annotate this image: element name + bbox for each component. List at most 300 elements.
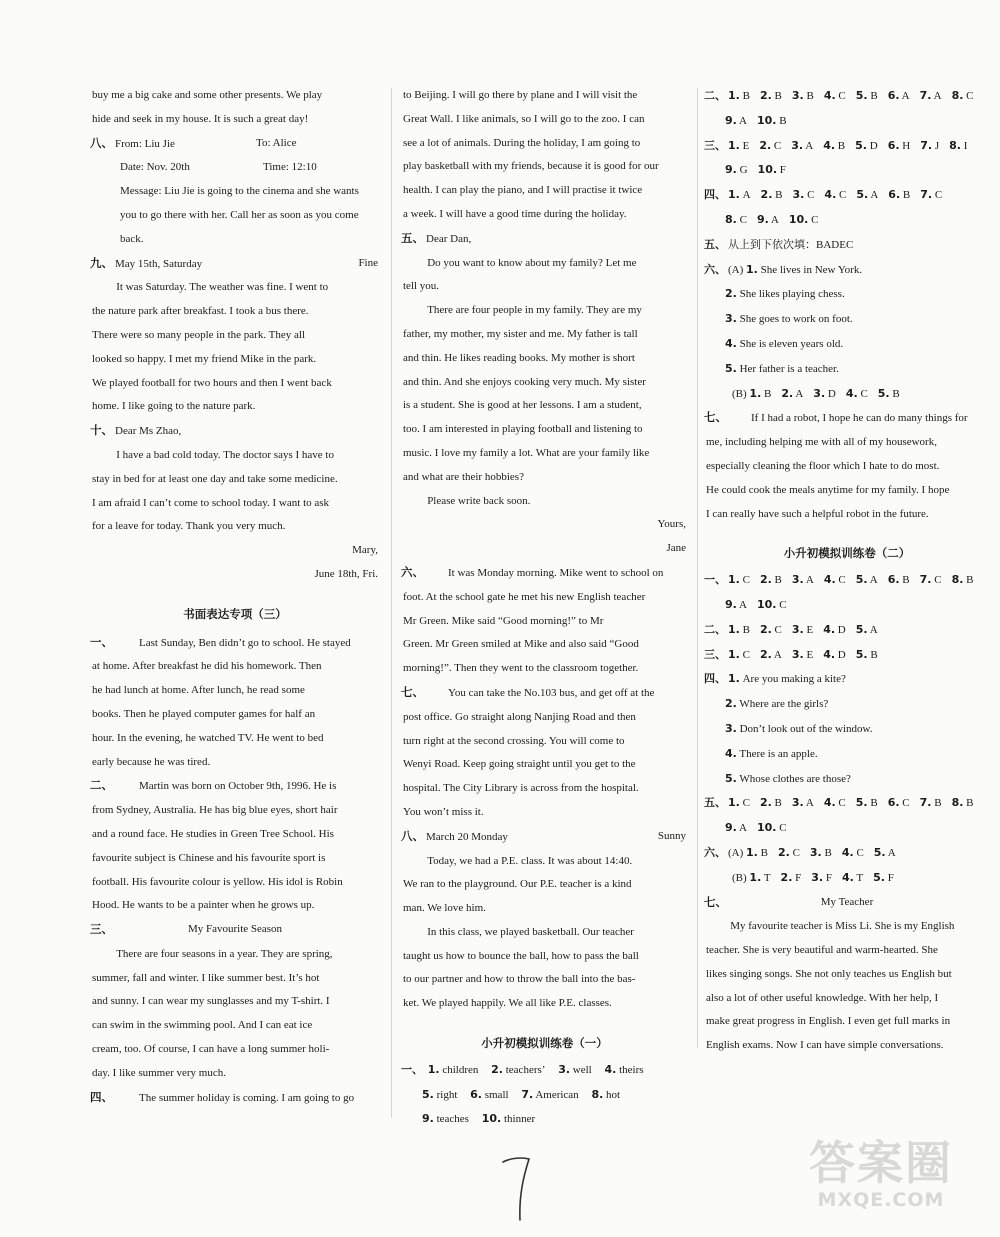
text-line: music. I love my family a lot. What are your family like [403,446,650,459]
answer-value: A [736,598,747,611]
part-label: (A) [728,846,744,859]
answer-item [855,140,878,152]
text-line: hospital. The City Library is across from the hospital. [403,782,639,795]
section-title: 小升初模拟训练卷（二） [783,546,911,561]
answer-value: F [792,871,802,884]
answer-num: 5. [725,361,737,375]
section-mark: 六、 [704,262,726,276]
answer-value: There is an apple. [739,747,818,760]
answer-item [888,574,910,586]
text-line: back. [120,232,144,245]
text-line: can swim in the swimming pool. And I can eat ice [92,1019,313,1032]
answer-num: 6. [887,89,900,102]
text-line: likes singing songs. She not only teaches us English but [706,967,952,980]
answer-row [706,233,988,258]
answer-num: 2. [759,138,772,152]
handwritten-page-number [497,1148,537,1228]
essay-title: My Teacher [820,895,874,908]
answer-row [706,208,988,233]
answer-item [749,388,771,400]
section-title: 书面表达专项（三） [183,606,287,621]
answer-row [706,357,988,382]
answer-value: hot [606,1088,621,1101]
column-divider-2 [697,88,698,1048]
diary-date: March 20 Monday [426,830,508,843]
answer-num: 2. [725,287,737,301]
text-line: Martin was born on October 9th, 1996. He is [139,780,337,793]
answer-item [760,90,782,102]
answer-value: T [853,871,864,884]
answer-value: B [761,387,772,400]
answer-row [706,791,988,816]
answer-item [823,624,846,636]
answer-item [778,847,800,859]
note-to: To: Alice [256,136,297,149]
answer-num: 7. [920,188,933,202]
answer-num: 1. [728,647,740,661]
answer-num: 9. [725,821,737,835]
answer-num: 1. [728,622,740,636]
text-line: buy me a big cake and some other presents. We play [92,89,323,101]
answer-num: 1. [749,870,762,884]
text-line: We played football for two hours and then I went back [92,376,332,389]
answer-value: A [803,797,814,810]
text-line: he had lunch at home. After lunch, he read some [92,684,305,697]
answer-num: 1. [728,796,740,810]
answer-num: 2. [780,870,793,884]
essay-title-row [92,918,378,943]
answer-item [728,624,750,636]
answer-item [757,214,779,226]
text-line: Wenyi Road. Keep going straight until you get to the [403,758,636,771]
column-3 [706,84,988,1058]
answer-value: E [803,623,814,636]
answer-item [856,574,878,586]
letter-greeting: Dear Ms Zhao, [115,425,182,438]
answer-row [706,643,988,668]
answer-value: C [808,213,819,226]
answer-value: A [768,213,779,226]
answer-num: 8. [951,573,964,587]
answer-num: 1. [427,1062,440,1076]
answer-num: 5. [856,188,869,202]
answer-value: teachers’ [505,1063,546,1076]
answer-value: B [867,90,878,102]
letter-signature: Jane [666,542,686,555]
answer-num: 3. [725,312,737,326]
answer-item [920,189,942,201]
answer-value: She likes playing chess. [739,288,845,301]
text-line: looked so happy. I met my friend Mike in the park. [92,352,317,365]
answer-value: A [736,114,747,127]
text-line: It was Monday morning. Mike went to school on [448,566,664,579]
answer-num: 5. [855,138,867,152]
text-line: home. I like going to the nature park. [92,400,256,413]
answer-value: E [803,648,814,661]
section-mark: 一、 [704,573,726,587]
answer-item [813,388,836,400]
answer-num: 3. [813,386,826,400]
answer-item [728,574,750,586]
text-line: father, my mother, my sister and me. My father is tall [403,327,638,340]
answer-num: 3. [809,845,822,859]
answer-num: 4. [823,89,836,102]
answer-num: 7. [919,796,932,810]
answer-value: C [857,387,868,400]
answer-num: 2. [491,1062,503,1076]
answer-item [792,189,814,201]
answer-num: 7. [521,1087,534,1101]
answer-value: C [776,598,787,611]
answer-num: 5. [855,89,868,102]
answer-item [873,872,894,884]
answer-value: C [835,797,846,810]
section-title: 小升初模拟训练卷（一） [481,1036,608,1051]
essay-title-row [706,891,988,916]
answer-num: 4. [841,845,854,859]
answer-item [920,90,942,102]
section-mark: 八、 [90,135,113,150]
section-mark: 三、 [704,138,726,152]
text-line: tell you. [403,280,440,293]
text-line: Hood. He wants to be a painter when he grows up. [92,899,315,912]
note-date-row [92,156,378,180]
answer-value: D [866,139,878,152]
answer-item [888,140,911,152]
answer-num: 4. [841,870,854,884]
text-line: English exams. Now I can have simple conversations. [706,1039,944,1052]
answer-value: Don’t look out of the window. [739,722,873,735]
answer-value: B [963,797,974,810]
text-line: post office. Go straight along Nanjing Road and then [403,710,636,723]
answer-num: 2. [759,622,772,636]
answer-value: C [963,90,974,102]
answer-item [878,388,900,400]
answer-num: 4. [823,796,836,810]
text-line: Do you want to know about my family? Let me [427,256,637,269]
part-label: (B) [732,871,747,884]
text-line: taught us how to bounce the ball, how to pass the ball [403,949,639,962]
answer-num: 6. [887,796,900,810]
answer-num: 2. [759,573,772,587]
answer-item [725,599,747,611]
text-line: and what are their hobbies? [403,470,524,483]
text-line: Message: Liu Jie is going to the cinema and she wants [120,185,359,198]
answer-num: 3. [792,188,805,202]
answer-row [706,692,988,717]
essay-title: My Favourite Season [187,923,283,936]
text-line: and thin. He likes reading books. My mother is short [403,351,635,364]
section-mark: 五、 [704,237,726,251]
answer-num: 3. [558,1062,571,1076]
text-line: and sunny. I can wear my sunglasses and my T-shirt. I [92,995,330,1008]
section-mark: 七、 [401,684,424,699]
watermark [776,1137,986,1229]
text-line: hide and seek in my house. It is such a great day! [92,112,309,125]
answer-value: B [772,189,783,202]
answer-row [706,134,988,159]
answer-num: 5. [855,573,868,587]
answer-value: A [899,90,910,102]
text-line: I am afraid I can’t come to school today. I want to ask [92,496,330,509]
answer-num: 2. [725,697,737,711]
answer-num: 4. [725,336,737,350]
answer-num: 10. [756,821,777,835]
answer-num: 6. [887,573,900,587]
answer-value: theirs [619,1063,644,1076]
answer-item [758,164,786,176]
text-line: football. His favourite colour is yellow. His idol is Robin [92,875,343,888]
answer-num: 4. [823,622,836,636]
answer-value: A [736,822,747,835]
answer-value: F [777,164,786,177]
answer-value: B [963,574,974,587]
answer-num: 2. [759,796,772,810]
answer-item [792,797,814,809]
answer-row [403,1107,686,1132]
answer-value: B [889,387,900,400]
answer-num: 1. [746,845,758,859]
answer-row [706,158,988,183]
answer-item [728,90,750,102]
answer-value: She lives in New York. [760,263,863,276]
answer-value: C [789,846,800,859]
answer-row [706,667,988,692]
answer-num: 6. [888,188,901,202]
answer-value: B [931,797,942,810]
text-line: There are four people in my family. They are my [427,304,642,317]
answer-value: Where are the girls? [739,698,829,711]
answer-row [706,618,988,643]
answer-value: B [899,574,910,587]
answer-num: 3. [811,870,824,884]
answer-item [888,189,910,201]
column-2 [403,84,686,1132]
text-line: hour. In the evening, he watched TV. He went to bed [92,731,324,744]
answer-value: B [900,189,911,202]
answer-value: A [867,623,878,636]
section-mark: 三、 [90,922,113,937]
answer-value: well [572,1063,592,1076]
answer-value: J [932,139,940,152]
text-line: for a leave for today. Thank you very much. [92,520,286,533]
answer-item [888,797,910,809]
answer-num: 2. [781,386,794,400]
answer-item [728,140,749,152]
answer-value: A [885,846,896,859]
answer-num: 9. [725,163,737,177]
answer-value: A [868,189,879,202]
answer-num: 8. [951,796,964,810]
answer-item [842,847,864,859]
section-mark: 三、 [704,647,726,661]
answer-item [749,872,770,884]
answer-value: C [931,574,942,587]
answer-item [728,189,751,201]
answer-value: C [771,139,782,152]
answer-value: teaches [436,1113,469,1126]
answer-item [856,624,878,636]
answer-item [846,388,868,400]
answer-item [757,599,787,611]
answer-row [706,742,988,767]
answer-item [952,797,974,809]
section-mark: 四、 [704,188,726,202]
answer-value: C [736,213,747,226]
text-line: from Sydney, Australia. He has big blue eyes, short hair [92,804,338,817]
answer-num: 4. [823,573,836,587]
answer-num: 10. [788,212,809,226]
text-line: In this class, we played basketball. Our teacher [427,925,634,938]
answer-num: 3. [791,796,804,810]
answer-item [811,872,832,884]
answer-item [761,189,783,201]
answer-num: 1. [728,188,740,202]
text-line: There were so many people in the park. They all [92,328,305,341]
answer-num: 5. [725,771,737,785]
section-mark: 五、 [704,796,726,810]
answer-value: thinner [503,1113,536,1126]
text-line: day. I like summer very much. [92,1066,226,1079]
answer-value: C [776,822,787,835]
section-mark: 十、 [90,423,113,438]
text-line: and a round face. He studies in Green Tree School. His [92,827,334,840]
answer-value: Whose clothes are those? [739,772,851,785]
text-line: summer, fall and winter. I like summer best. It’s hot [92,971,320,984]
answer-value: A [803,574,814,587]
answer-num: 9. [422,1112,434,1126]
answer-item [760,797,782,809]
text-line: There are four seasons in a year. They are spring, [116,947,333,960]
answer-value: B [821,846,832,859]
text-line: teacher. She is very beautiful and warm-hearted. She [706,944,938,957]
letter-closing: Yours, [657,518,686,531]
text-line: Green. Mr Green smiled at Mike and also said “Good [403,638,639,651]
answer-row [706,866,988,891]
answer-item [824,797,846,809]
answer-item [824,574,846,586]
answer-item [823,140,845,152]
answer-num: 3. [791,89,804,102]
answer-num: 5. [873,845,886,859]
answer-item [888,90,910,102]
text-line: Please write back soon. [427,494,531,507]
text-line: man. We love him. [403,902,486,915]
answer-row [403,1058,686,1083]
answer-item [842,872,863,884]
answer-item [789,214,819,226]
answer-value: C [739,574,750,587]
answer-row [706,332,988,357]
answer-num: 5. [877,386,890,400]
text-line: I can really have such a helpful robot in the future. [706,507,929,520]
text-line: books. Then he played computer games for half an [92,707,316,720]
answer-item [952,574,974,586]
answer-value: T [761,871,771,884]
answer-row [706,717,988,742]
section-mark: 六、 [401,564,424,579]
answer-item [759,140,781,152]
answer-value: She goes to work on foot. [739,313,853,326]
section-mark: 四、 [90,1089,113,1104]
text-line: morning!”. Then they went to the classroom together. [403,662,639,675]
answer-value: F [823,871,832,884]
answer-row [706,841,988,866]
answer-value: A [771,648,782,661]
text-line: ket. We played happily. We all like P.E. classes. [403,997,612,1010]
answer-num: 4. [823,647,836,661]
answer-value: 从上到下依次填：BADEC [728,238,854,251]
section-mark: 七、 [704,410,727,425]
answer-item [792,90,814,102]
section-mark: 六、 [704,845,726,859]
text-line: It was Saturday. The weather was fine. I went to [116,281,329,294]
section-mark: 四、 [704,672,726,686]
part-label: (A) [728,263,744,276]
answer-value: C [932,189,943,202]
answer-value: B [757,846,768,859]
diary-date: May 15th, Saturday [115,257,203,270]
text-line: We ran to the playground. Our P.E. teacher is a kind [403,878,632,891]
answer-value: B [867,797,878,810]
section-mark: 八、 [401,828,424,843]
answer-num: 10. [481,1112,502,1126]
answer-row [706,307,988,332]
answer-value: B [771,574,782,587]
answer-num: 5. [855,647,868,661]
text-line: early because he was tired. [92,755,211,768]
section-mark: 一、 [90,634,113,649]
answer-num: 4. [725,746,737,760]
answer-item [760,574,782,586]
text-line: Last Sunday, Ben didn’t go to school. He stayed [139,636,351,649]
letter-date: June 18th, Fri. [314,567,378,580]
answer-item [725,214,747,226]
letter-greeting: Dear Dan, [426,232,472,245]
answer-value: C [771,623,782,636]
answer-row [706,258,988,283]
answer-value: C [835,574,846,587]
answer-row [706,593,988,618]
text-line: too. I am interested in playing football and listening to [403,423,643,436]
answer-num: 8. [949,138,961,152]
letter-signature: Mary, [352,544,378,557]
section-mark: 九、 [90,255,113,270]
answer-value: small [484,1088,509,1101]
answer-value: C [853,846,864,859]
text-line: foot. At the school gate he met his new English teacher [403,590,646,603]
answer-num: 7. [919,89,932,102]
answer-num: 7. [919,573,932,587]
answer-item [874,847,896,859]
answer-item [760,624,782,636]
answer-num: 9. [756,212,769,226]
answer-value: C [835,90,846,102]
answer-value: C [739,797,750,810]
answer-value: D [835,623,846,636]
answer-item [725,822,747,834]
answer-item [856,649,878,661]
answer-item [746,847,768,859]
answer-num: 3. [791,138,804,152]
section-mark: 二、 [90,778,113,793]
answer-item [823,649,846,661]
answer-value: F [884,871,894,884]
answer-value: A [803,139,814,152]
answer-item [920,797,942,809]
answer-item [760,649,782,661]
answer-value: C [836,189,847,202]
